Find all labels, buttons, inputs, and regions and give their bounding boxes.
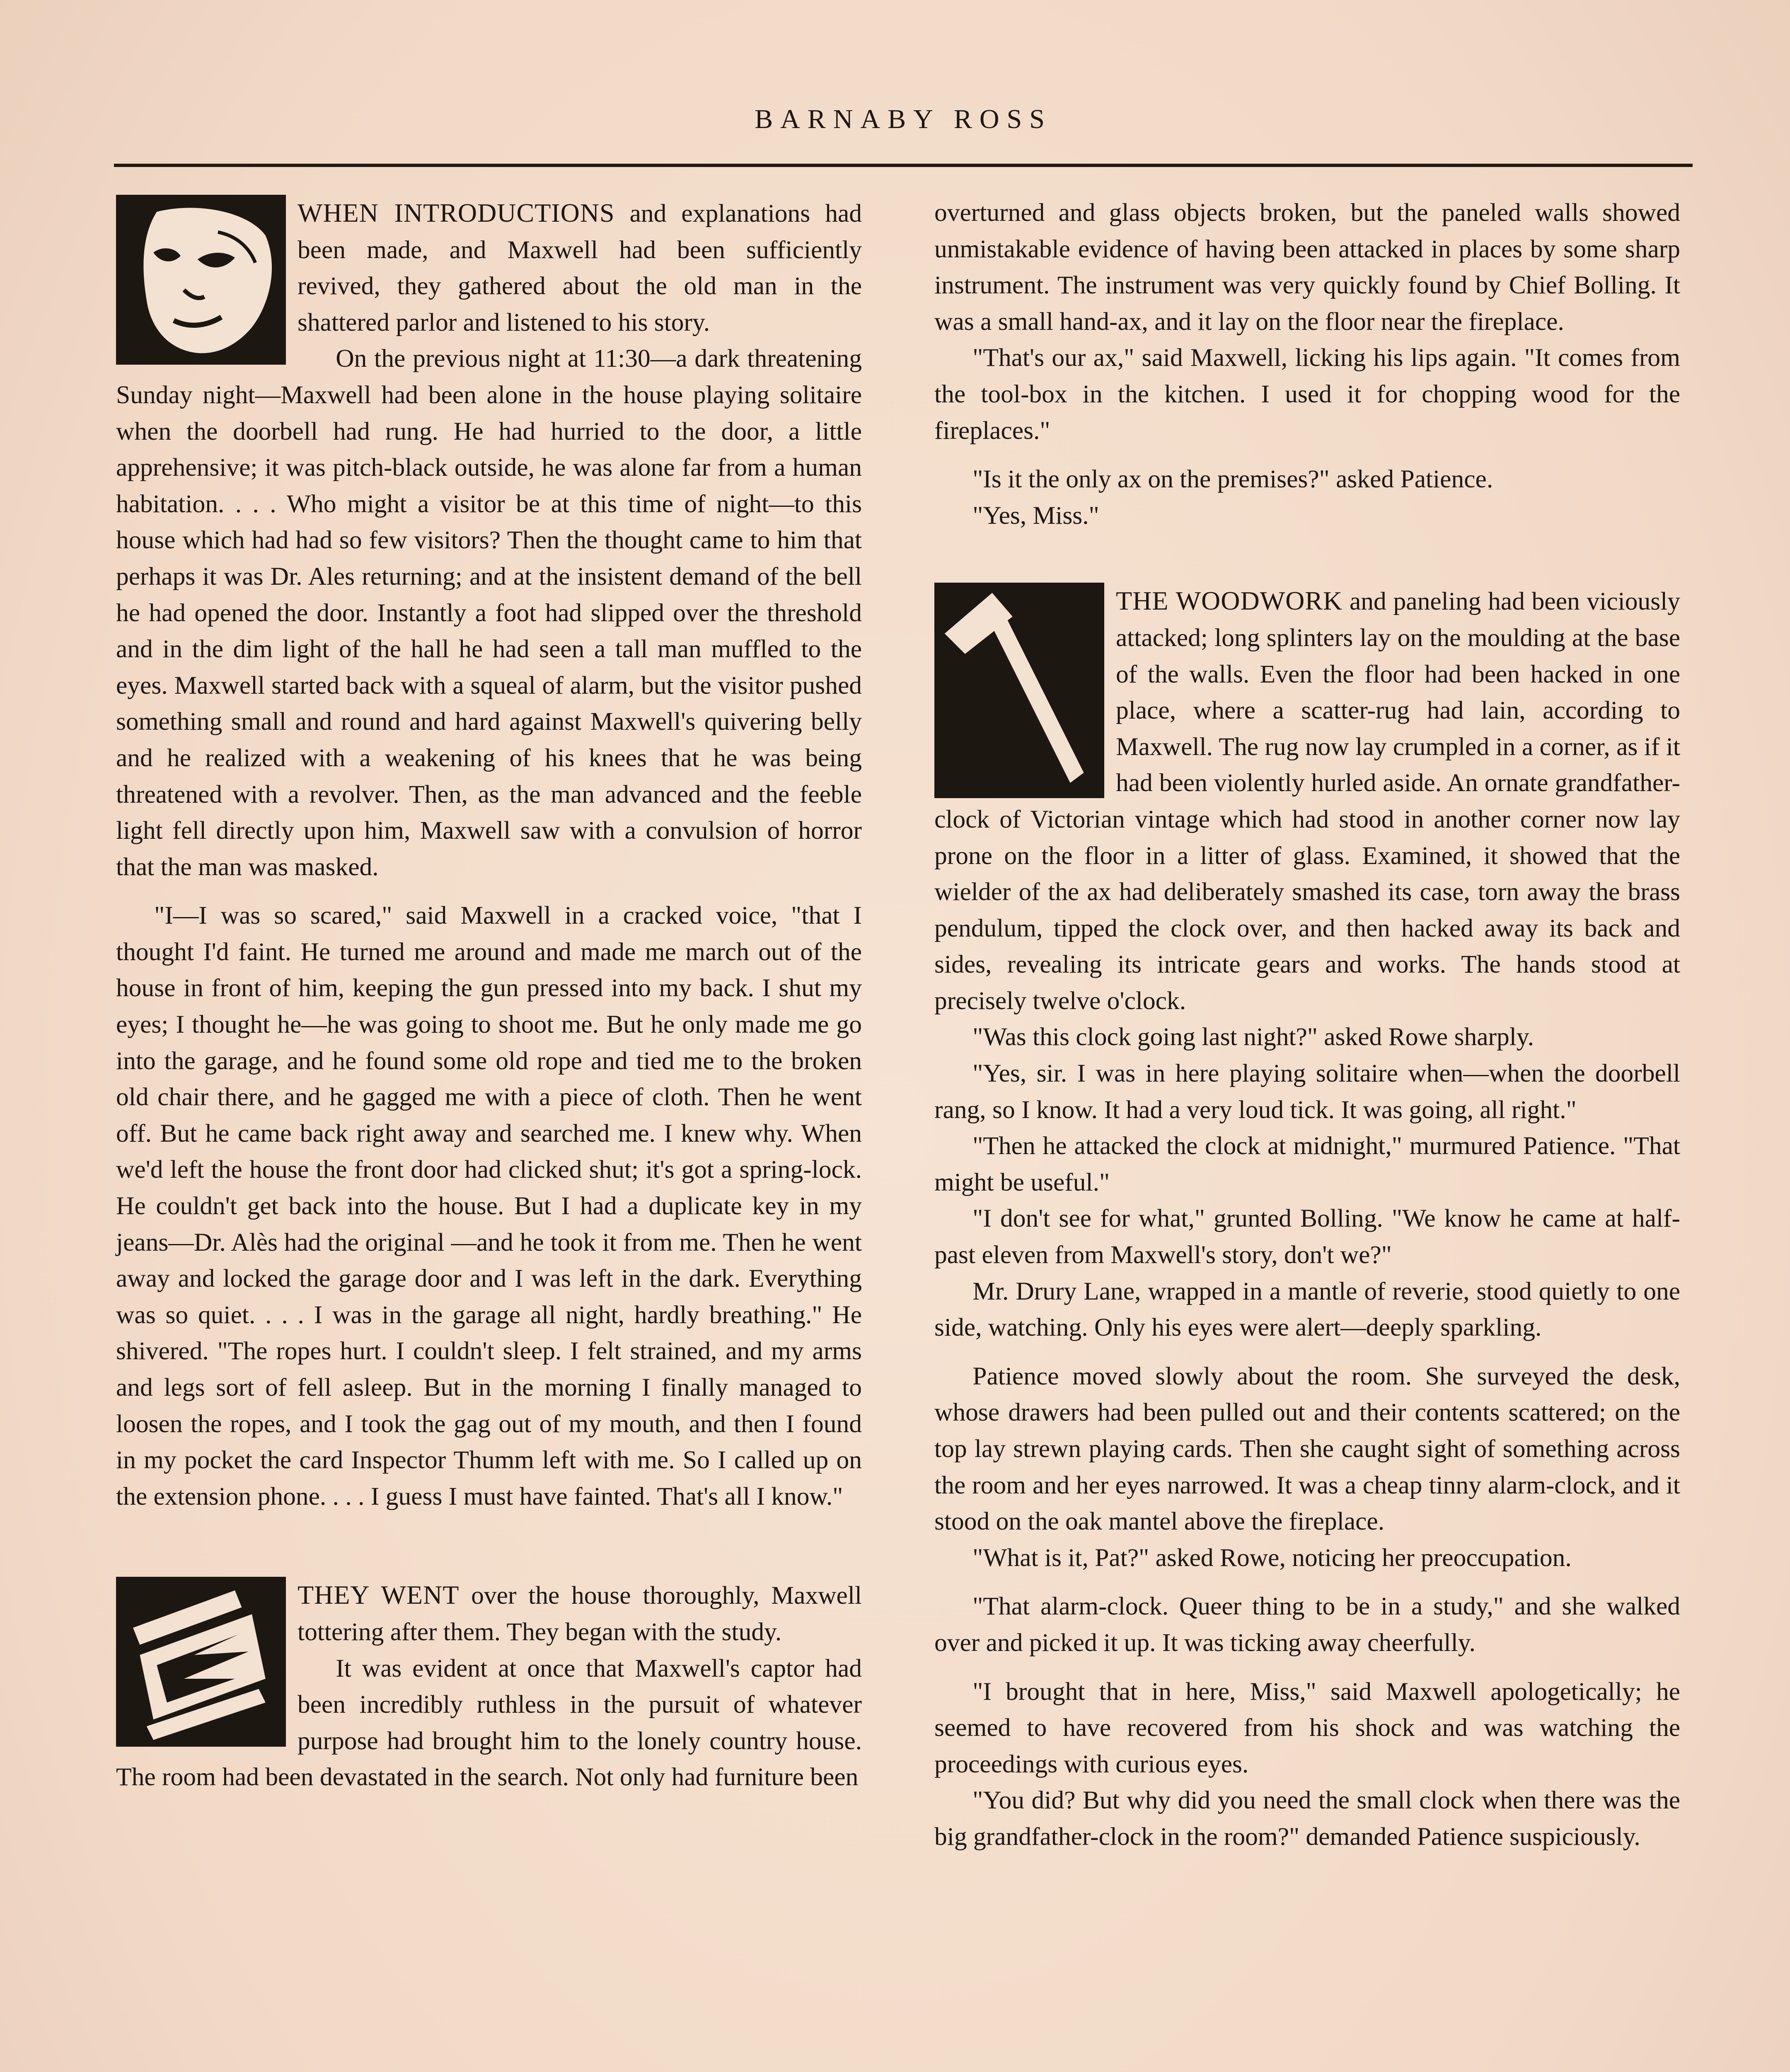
paragraph: "I—I was so scared," said Maxwell in a cracked voice, "that I thought I'd faint. He turned me around and made me march out of the house in front of him, keeping the gun pressed into my back. I shut my eyes; I thought he—he was going to shoot me. But he only made me go into the garage, and he found some old rope and tied me to the broken old chair there, and he gagged me with a piece of cloth. Then he went off. But he came back right away and searched me. I knew why. When we'd left the house the front door had clicked shut; it's got a spring-lock. He couldn't get back into the house. But I had a duplicate key in my jeans—Dr. Alès had the original —and he took it from me. Then he went away and locked the garage door and I was left in the dark. Everything was so quiet. . . . I was in the garage all night, hardly breathing." He shivered. "The ropes hurt. I couldn't sleep. I felt strained, and my arms and legs sort of fell asleep. But in the morning I finally managed to loosen the ropes, and I took the gag out of my mouth, and then I found in my pocket the card Inspector Thumm left with me. So I called up on the extension phone. . . . I guess I must have fainted. That's all I know." xyxy=(116,901,862,1510)
running-header: BARNABY ROSS xyxy=(755,104,1052,134)
ax-icon xyxy=(934,583,1104,798)
paragraph: "That alarm-clock. Queer thing to be in a study," and she walked over and picked it up. It was ticking away cheerfully. xyxy=(934,1592,1680,1657)
paragraph: "Is it the only ax on the premises?" asked Patience. xyxy=(972,465,1493,494)
right-column xyxy=(934,195,1680,1855)
section-lead-caps: THEY WENT xyxy=(298,1580,460,1610)
paragraph: overturned and glass objects broken, but the paneled walls showed unmistakable evidence of having been attacked in places by some sharp instrument. The instrument was very quickly found by Chief Bolling. It was a small hand-ax, and it lay on the floor near the fireplace. xyxy=(934,198,1680,336)
paragraph: "Yes, sir. I was in here playing solitaire when—when the doorbell rang, so I know. It had a very loud tick. It was going, all right." xyxy=(934,1059,1680,1124)
section-woodwork xyxy=(934,583,1680,1855)
paragraph: "I brought that in here, Miss," said Maxwell apologetically; he seemed to have recovered from his shock and was watching the proceedings with curious eyes. xyxy=(934,1677,1680,1778)
mask-illustration xyxy=(116,195,286,365)
paragraph: Patience moved slowly about the room. She surveyed the desk, whose drawers had been pulled out and their contents scattered; on the top lay strewn playing cards. Then she caught sight of something across the room and her eyes narrowed. It was a cheap tinny alarm-clock, and it stood on the oak mantel above the fireplace. xyxy=(934,1362,1680,1536)
header-rule xyxy=(114,164,1693,167)
section-lead-caps: WHEN INTRODUCTIONS xyxy=(298,198,615,228)
paragraph: On the previous night at 11:30—a dark threatening Sunday night—Maxwell had been alone in the house playing solitaire when the doorbell had rung. He had hurried to the door, a little apprehensive; it was pitch-black outside, he was alone far from a human habitation. . . . Who might a visitor be at this time of night—to this house which had had so few visitors? Then the thought came to him that perhaps it was Dr. Ales returning; and at the insistent demand of the bell he had opened the door. Instantly a foot had slipped over the threshold and in the dim light of the hall he had seen a tall man muffled to the eyes. Maxwell started back with a squeal of alarm, but the visitor pushed something small and round and hard against Maxwell's quivering belly and he realized with a weakening of his knees that he was being threatened with a revolver. Then, as the man advanced and the feeble light fell directly upon him, Maxwell saw with a convulsion of horror that the man was masked. xyxy=(116,344,862,881)
ax-illustration xyxy=(934,583,1104,798)
section-introductions xyxy=(116,195,862,1515)
paragraph-text: over the house thoroughly, Maxwell tottering after them. They began with the study. xyxy=(298,1581,862,1646)
paragraph-text: and explanations had been made, and Maxwell had been sufficiently revived, they gathered about the old man in the shattered parlor and listened to his story. xyxy=(298,199,862,336)
paragraph: "Then he attacked the clock at midnight," murmured Patience. "That might be useful." xyxy=(934,1132,1680,1196)
paragraph: "I don't see for what," grunted Bolling. "We know he came at half-past eleven from Maxwell's story, don't we?" xyxy=(934,1204,1680,1269)
mask-icon xyxy=(116,195,286,365)
paragraph-text: and paneling had been viciously attacked; long splinters lay on the moulding at the base of the walls. Even the floor had been hacked in one place, where a scatter-rug had lain, according to Maxwell. The rug now lay crumpled in a corner, as if it had been violently hurled aside. An ornate grandfather-clock of Victorian vintage which had stood in another corner now lay prone on the floor in a litter of glass. Examined, it showed that the wielder of the ax had deliberately smashed its case, torn away the brass pendulum, tipped the clock over, and then hacked away its back and sides, revealing its intricate gears and works. The hands stood at precisely twelve o'clock. xyxy=(934,587,1680,1015)
paragraph: "Yes, Miss." xyxy=(972,501,1099,530)
left-column xyxy=(116,195,862,1796)
paragraph: It was evident at once that Maxwell's captor had been incredibly ruthless in the pursuit of whatever purpose had brought him to the lonely country house. The room had been devastated in the search. Not only had furniture been xyxy=(116,1654,862,1791)
section-they-went xyxy=(116,1577,862,1796)
paragraph: "What is it, Pat?" asked Rowe, noticing her preoccupation. xyxy=(972,1543,1572,1572)
paragraph: Mr. Drury Lane, wrapped in a mantle of reverie, stood quietly to one side, watching. Only his eyes were alert—deeply sparkling. xyxy=(934,1277,1680,1342)
paragraph: "That's our ax," said Maxwell, licking his lips again. "It comes from the tool-box in the kitchen. I used it for chopping wood for the fireplaces." xyxy=(934,344,1680,445)
broken-window-illustration xyxy=(116,1577,286,1747)
paragraph: "You did? But why did you need the small clock when there was the big grandfather-clock in the room?" demanded Patience suspiciously. xyxy=(934,1786,1680,1851)
broken-window-icon xyxy=(116,1577,286,1747)
paragraph: "Was this clock going last night?" asked Rowe sharply. xyxy=(972,1023,1534,1051)
section-lead-caps: THE WOODWORK xyxy=(1116,586,1343,616)
